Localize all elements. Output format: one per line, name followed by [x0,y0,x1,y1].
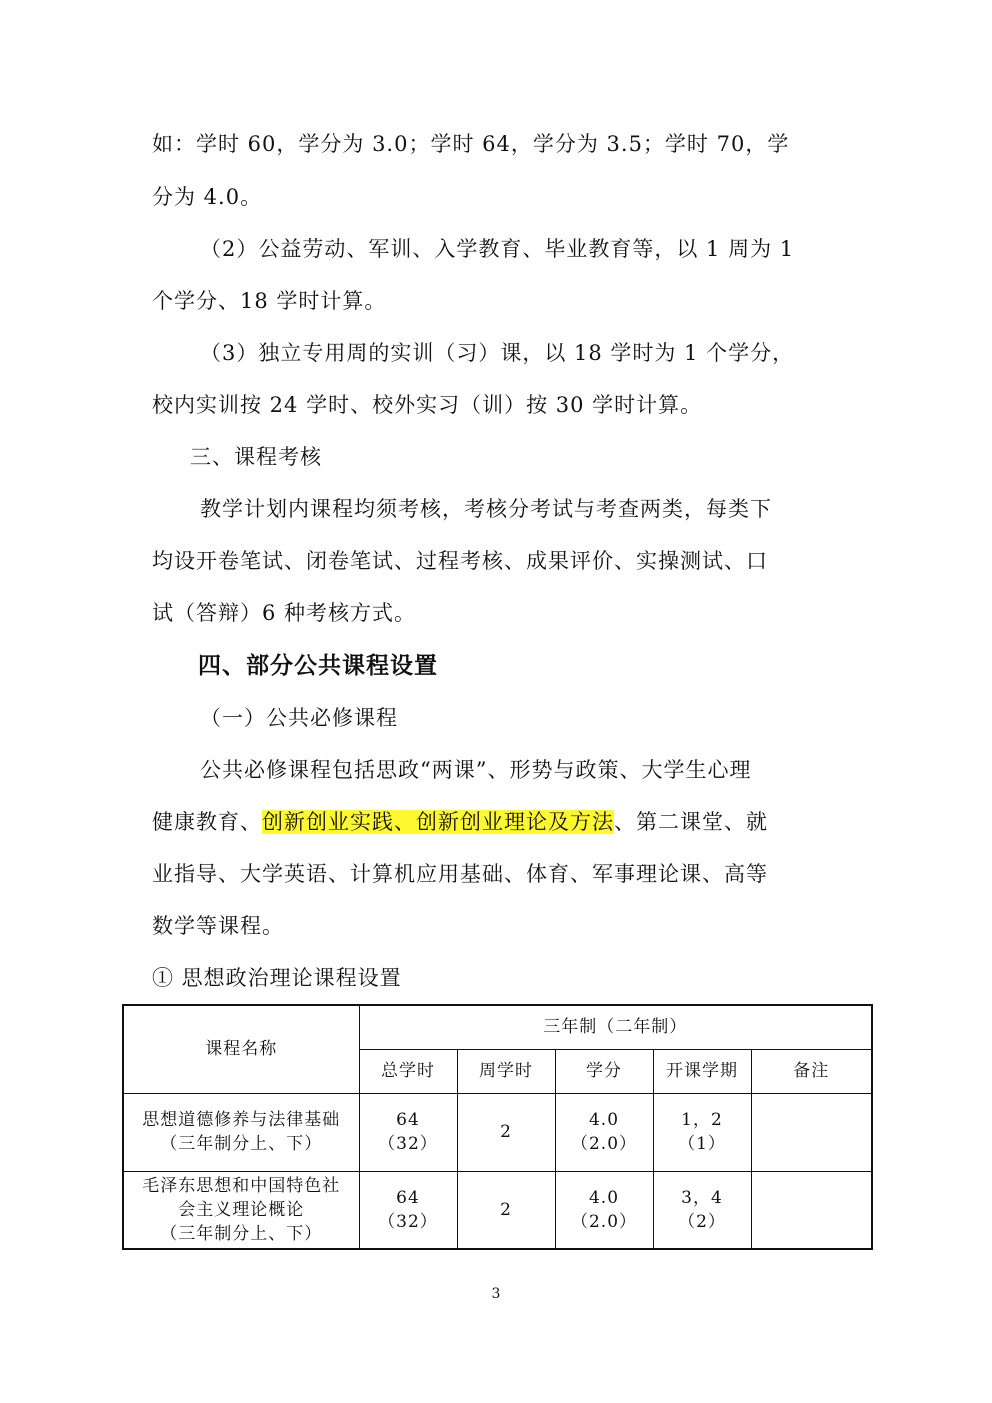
cell-text: 64 [396,1187,420,1208]
weekly-hours-cell: 2 [457,1093,555,1171]
weekly-hours-cell: 2 [457,1171,555,1249]
table-row [123,1093,872,1171]
section-heading-3: 三、课程考核 [190,445,322,469]
credits-cell [555,1093,653,1171]
paragraph-line: 试（答辩）6 种考核方式。 [152,601,417,625]
remarks-cell [751,1093,872,1171]
header-credits: 学分 [555,1049,653,1093]
paragraph-line: 业指导、大学英语、计算机应用基础、体育、军事理论课、高等 [152,862,768,886]
cell-text: （三年制分上、下） [160,1223,323,1244]
semester-cell [653,1171,751,1249]
paragraph-line: 均设开卷笔试、闭卷笔试、过程考核、成果评价、实操测试、口 [152,549,768,573]
header-group: 三年制（二年制） [359,1005,872,1049]
cell-text: （2） [678,1211,726,1232]
remarks-cell [751,1171,872,1249]
section-heading-4: 四、部分公共课程设置 [198,653,438,679]
cell-text: （32） [378,1134,438,1154]
paragraph-line: 公共必修课程包括思政“两课”、形势与政策、大学生心理 [200,758,752,782]
header-course-name: 课程名称 [123,1005,359,1093]
text-span: 、第二课堂、就 [614,810,768,834]
table-caption: ① 思想政治理论课程设置 [152,966,402,990]
total-hours-cell [359,1171,457,1249]
header-total-hours: 总学时 [359,1049,457,1093]
cell-text: 思想道德修养与法律基础 [142,1110,341,1130]
paragraph-line: （3）独立专用周的实训（习）课，以 18 学时为 1 个学分， [200,341,795,365]
paragraph-line: 分为 4.0。 [152,185,263,209]
highlighted-text: 创新创业实践、创新创业理论及方法 [262,810,614,834]
paragraph-line: （2）公益劳动、军训、入学教育、毕业教育等，以 1 周为 1 [200,237,795,261]
header-weekly-hours: 周学时 [457,1049,555,1093]
cell-text: 毛泽东思想和中国特色社 [142,1175,341,1196]
text-span: 健康教育、 [152,810,262,834]
cell-text: 会主义理论概论 [178,1199,305,1220]
total-hours-cell [359,1093,457,1171]
header-semester: 开课学期 [653,1049,751,1093]
cell-text: 1，2 [681,1110,723,1130]
cell-text: 4.0 [588,1187,620,1208]
cell-text: （三年制分上、下） [160,1134,323,1154]
paragraph-line: 校内实训按 24 学时、校外实习（训）按 30 学时计算。 [152,393,703,417]
cell-text: 4.0 [588,1110,620,1130]
paragraph-line: 数学等课程。 [152,914,284,938]
cell-text: （1） [678,1134,726,1154]
cell-text: 64 [396,1110,420,1130]
subsection-heading: （一）公共必修课程 [200,706,398,730]
course-name-cell [123,1093,359,1171]
table-row [123,1171,872,1249]
paragraph-line: 教学计划内课程均须考核，考核分考试与考查两类，每类下 [200,497,772,521]
page-number: 3 [491,1286,501,1302]
semester-cell [653,1093,751,1171]
cell-text: （2.0） [570,1134,638,1154]
course-name-cell [123,1171,359,1249]
cell-text: （2.0） [570,1211,638,1232]
cell-text: 3，4 [681,1187,723,1208]
course-table [122,1004,873,1250]
paragraph-line [152,807,842,837]
header-remarks: 备注 [751,1049,872,1093]
paragraph-line: 如：学时 60，学分为 3.0；学时 64，学分为 3.5；学时 70，学 [152,132,790,156]
paragraph-line: 个学分、18 学时计算。 [152,289,387,313]
credits-cell [555,1171,653,1249]
cell-text: （32） [378,1211,438,1232]
